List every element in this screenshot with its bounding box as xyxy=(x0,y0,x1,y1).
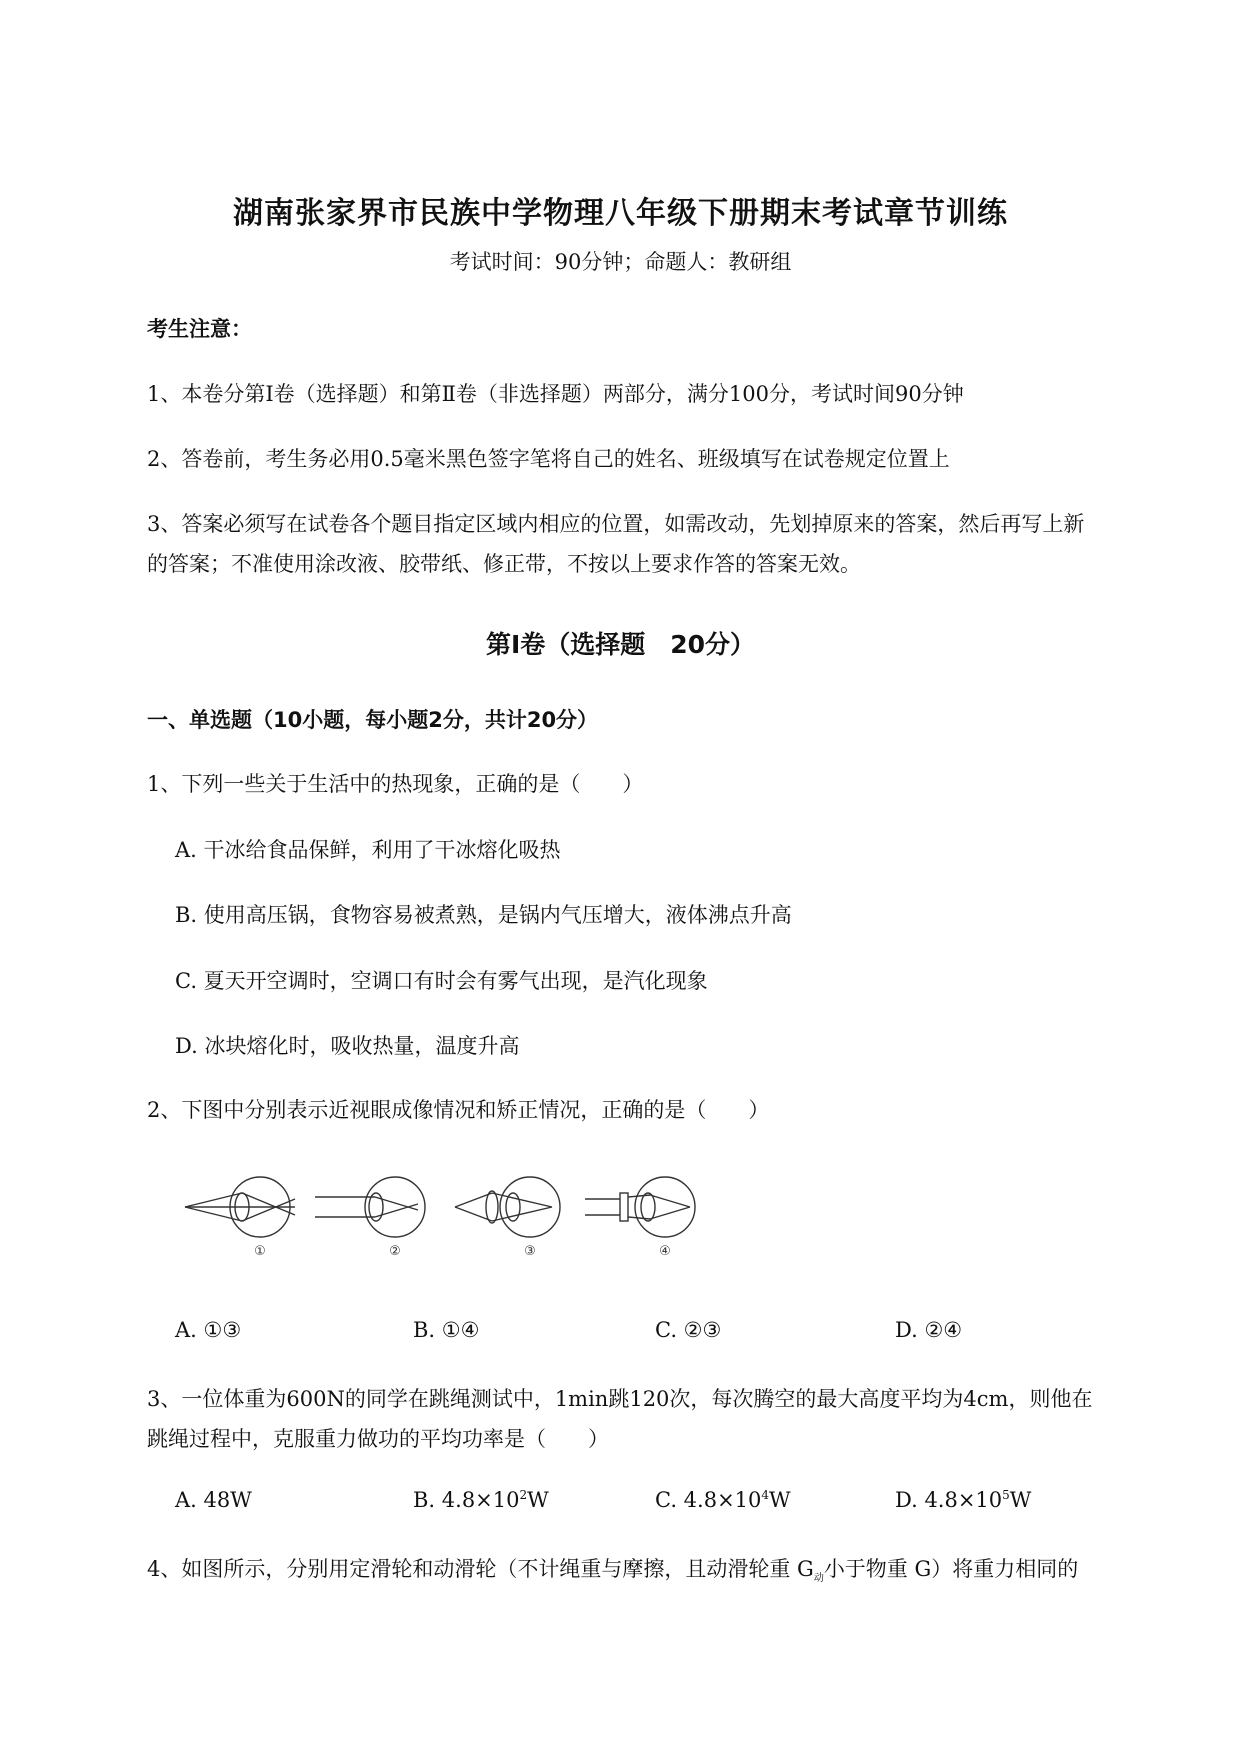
eye-diagram-4 xyxy=(585,1177,695,1237)
notice-item-2: 2、答卷前，考生务必用0.5毫米黑色签字笔将自己的姓名、班级填写在试卷规定位置上 xyxy=(147,447,950,471)
question-2-stem: 2、下图中分别表示近视眼成像情况和矫正情况，正确的是（ ） xyxy=(147,1098,770,1122)
part-heading: 一、单选题（10小题，每小题2分，共计20分） xyxy=(147,708,599,732)
eye-label-1: ① xyxy=(254,1244,266,1259)
question-2-option-d: D. ②④ xyxy=(895,1318,963,1342)
question-1-stem: 1、下列一些关于生活中的热现象，正确的是（ ） xyxy=(147,772,644,796)
question-3-option-d: D. $4.8\times 10^5W$ xyxy=(895,1488,1032,1512)
exam-subtitle: 考试时间：90分钟；命题人：教研组 xyxy=(449,250,792,274)
eye-label-3: ③ xyxy=(524,1244,536,1259)
question-1-option-c: C. 夏天开空调时，空调口有时会有雾气出现，是汽化现象 xyxy=(175,969,708,993)
question-2-option-a: A. ①③ xyxy=(175,1318,242,1342)
eye-diagram-1 xyxy=(185,1177,295,1237)
notice-heading: 考生注意： xyxy=(147,317,252,341)
question-2-option-c: C. ②③ xyxy=(655,1318,722,1342)
notice-item-3: 3、答案必须写在试卷各个题目指定区域内相应的位置，如需改动，先划掉原来的答案，然后再写上新 xyxy=(147,512,1085,536)
question-1-option-d: D. 冰块熔化时，吸收热量，温度升高 xyxy=(175,1034,520,1058)
question-3-stem-line-2: 跳绳过程中，克服重力做功的平均功率是（ ） xyxy=(147,1427,609,1451)
eye-diagram-3 xyxy=(455,1177,560,1237)
question-1-option-a: A. 干冰给食品保鲜，利用了干冰熔化吸热 xyxy=(175,838,561,862)
question-4-stem: 4、如图所示，分别用定滑轮和动滑轮（不计绳重与摩擦，且动滑轮重 $G_动$小于物重 G）将重力相同的 xyxy=(147,1557,1079,1585)
page-title: 湖南张家界市民族中学物理八年级下册期末考试章节训练 xyxy=(233,196,1008,231)
notice-item-3-cont: 的答案；不准使用涂改液、胶带纸、修正带，不按以上要求作答的答案无效。 xyxy=(147,552,861,576)
question-3-option-b: B. $4.8\times 10^2W$ xyxy=(413,1488,549,1512)
notice-item-1: 1、本卷分第I卷（选择题）和第Ⅱ卷（非选择题）两部分，满分100分，考试时间90分钟 xyxy=(147,382,964,406)
eye-diagram-2 xyxy=(315,1177,425,1237)
eye-label-2: ② xyxy=(389,1244,401,1259)
question-3-option-a: A. 48W xyxy=(175,1488,252,1512)
eye-label-4: ④ xyxy=(659,1244,671,1259)
question-1-option-b: B. 使用高压锅，食物容易被煮熟，是锅内气压增大，液体沸点升高 xyxy=(175,903,792,927)
question-3-stem-line-1: 3、一位体重为600N的同学在跳绳测试中，1min跳120次，每次腾空的最大高度平均为4cm，则他在 xyxy=(147,1387,1093,1411)
question-3-option-c: C. $4.8\times 10^4W$ xyxy=(655,1488,791,1512)
question-2-option-b: B. ①④ xyxy=(413,1318,480,1342)
section-title: 第I卷（选择题 20分） xyxy=(485,630,756,659)
eye-diagram-figure xyxy=(180,1165,720,1261)
